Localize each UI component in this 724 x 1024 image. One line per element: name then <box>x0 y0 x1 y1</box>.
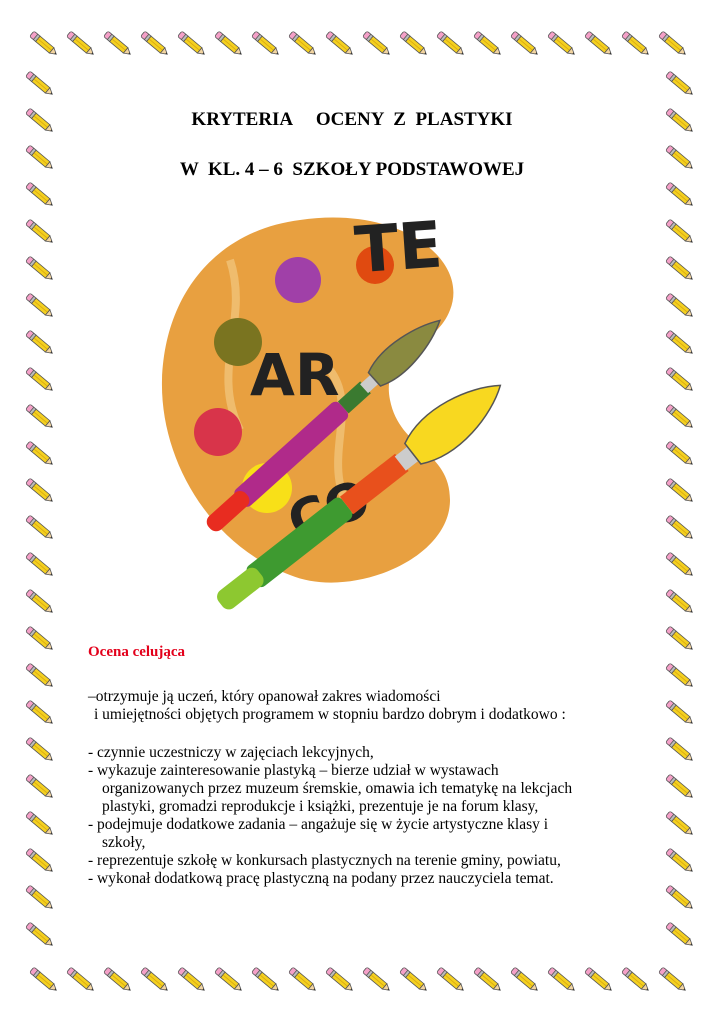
pencil-icon <box>25 367 54 393</box>
pencil-icon <box>25 71 54 97</box>
pencil-icon <box>665 293 694 319</box>
pencil-icon <box>665 737 694 763</box>
pencil-icon <box>436 967 465 993</box>
list-item-line: plastyki, gromadzi reprodukcje i książki, prezentuje je na forum klasy, <box>102 798 539 815</box>
pencil-icon <box>29 967 58 993</box>
pencil-icon <box>25 663 54 689</box>
pencil-icon <box>621 967 650 993</box>
pencil-icon <box>658 31 687 57</box>
list-item <box>88 852 572 870</box>
pencil-icon <box>665 922 694 948</box>
pencil-icon <box>547 967 576 993</box>
pencil-icon <box>665 219 694 245</box>
pencil-icon <box>665 552 694 578</box>
pencil-icon <box>665 256 694 282</box>
pencil-icon <box>665 71 694 97</box>
pencil-icon <box>584 31 613 57</box>
pencil-icon <box>25 293 54 319</box>
pencil-icon <box>665 441 694 467</box>
list-item-line: - wykazuje zainteresowanie plastyką – bierze udział w wystawach <box>88 762 499 779</box>
list-item <box>88 870 572 888</box>
pencil-icon <box>288 31 317 57</box>
pencil-icon <box>621 31 650 57</box>
criteria-list <box>88 744 572 888</box>
pencil-icon <box>665 182 694 208</box>
pencil-icon <box>665 404 694 430</box>
pencil-icon <box>25 552 54 578</box>
pencil-icon <box>473 967 502 993</box>
pencil-icon <box>399 967 428 993</box>
pencil-icon <box>665 589 694 615</box>
pencil-icon <box>362 967 391 993</box>
pencil-icon <box>584 967 613 993</box>
pencil-icon <box>214 31 243 57</box>
pencil-icon <box>665 367 694 393</box>
pencil-icon <box>288 967 317 993</box>
intro-line-1: –otrzymuje ją uczeń, który opanował zakres wiadomości <box>88 688 441 705</box>
pencil-icon <box>510 31 539 57</box>
list-item <box>88 816 572 852</box>
pencil-icon <box>665 774 694 800</box>
pencil-icon <box>251 31 280 57</box>
red-paint-dot <box>194 408 242 456</box>
pencil-icon <box>25 219 54 245</box>
pencil-icon <box>140 31 169 57</box>
pencil-icon <box>547 31 576 57</box>
pencil-icon <box>25 700 54 726</box>
pencil-icon <box>25 589 54 615</box>
letters-ar: AR <box>250 341 340 409</box>
pencil-icon <box>665 700 694 726</box>
pencil-icon <box>25 441 54 467</box>
pencil-icon <box>25 885 54 911</box>
pencil-icon <box>66 31 95 57</box>
pencil-icon <box>362 31 391 57</box>
pencil-icon <box>25 182 54 208</box>
pencil-icon <box>510 967 539 993</box>
section-heading: Ocena celująca <box>88 644 186 660</box>
purple-paint-dot <box>275 257 321 303</box>
intro-line-2: i umiejętności objętych programem w stopniu bardzo dobrym i dodatkowo : <box>94 706 566 723</box>
pencil-icon <box>29 31 58 57</box>
pencil-icon <box>665 848 694 874</box>
pencil-icon <box>25 478 54 504</box>
pencil-icon <box>103 31 132 57</box>
pencil-icon <box>25 404 54 430</box>
pencil-icon <box>140 967 169 993</box>
list-item-line: organizowanych przez muzeum śremskie, omawia ich tematykę na lekcjach <box>102 780 573 797</box>
list-item <box>88 762 572 816</box>
pencil-icon <box>665 330 694 356</box>
pencil-icon <box>473 31 502 57</box>
pencil-icon <box>25 256 54 282</box>
pencil-icon <box>214 967 243 993</box>
list-item-line: szkoły, <box>102 834 146 851</box>
art-palette-illustration <box>150 200 550 620</box>
pencil-icon <box>25 848 54 874</box>
list-item-line: - wykonał dodatkową pracę plastyczną na podany przez nauczyciela temat. <box>88 870 554 887</box>
pencil-icon <box>177 31 206 57</box>
pencil-icon <box>658 967 687 993</box>
list-item-line: - podejmuje dodatkowe zadania – angażuje się w życie artystyczne klasy i <box>88 816 549 833</box>
pencil-icon <box>25 811 54 837</box>
pencil-icon <box>325 967 354 993</box>
intro-paragraph <box>88 688 566 724</box>
pencil-icon <box>25 515 54 541</box>
page-title-line1: KRYTERIA OCENY Z PLASTYKI <box>191 109 513 130</box>
pencil-icon <box>25 737 54 763</box>
pencil-icon <box>251 967 280 993</box>
list-item-line: - reprezentuje szkołę w konkursach plastycznych na terenie gminy, powiatu, <box>88 852 561 869</box>
pencil-icon <box>325 31 354 57</box>
pencil-icon <box>665 626 694 652</box>
pencil-icon <box>66 967 95 993</box>
pencil-icon <box>665 515 694 541</box>
pencil-icon <box>25 330 54 356</box>
letters-te: TE <box>352 208 445 289</box>
pencil-icon <box>665 478 694 504</box>
pencil-icon <box>665 811 694 837</box>
page-title-line2: W KL. 4 – 6 SZKOŁY PODSTAWOWEJ <box>179 159 525 180</box>
list-item-line: - czynnie uczestniczy w zajęciach lekcyjnych, <box>88 744 374 761</box>
pencil-icon <box>103 967 132 993</box>
pencil-icon <box>436 31 465 57</box>
pencil-icon <box>399 31 428 57</box>
pencil-icon <box>665 663 694 689</box>
pencil-icon <box>25 922 54 948</box>
pencil-icon <box>177 967 206 993</box>
pencil-icon <box>665 885 694 911</box>
list-item <box>88 744 572 762</box>
pencil-icon <box>25 626 54 652</box>
pencil-icon <box>25 774 54 800</box>
